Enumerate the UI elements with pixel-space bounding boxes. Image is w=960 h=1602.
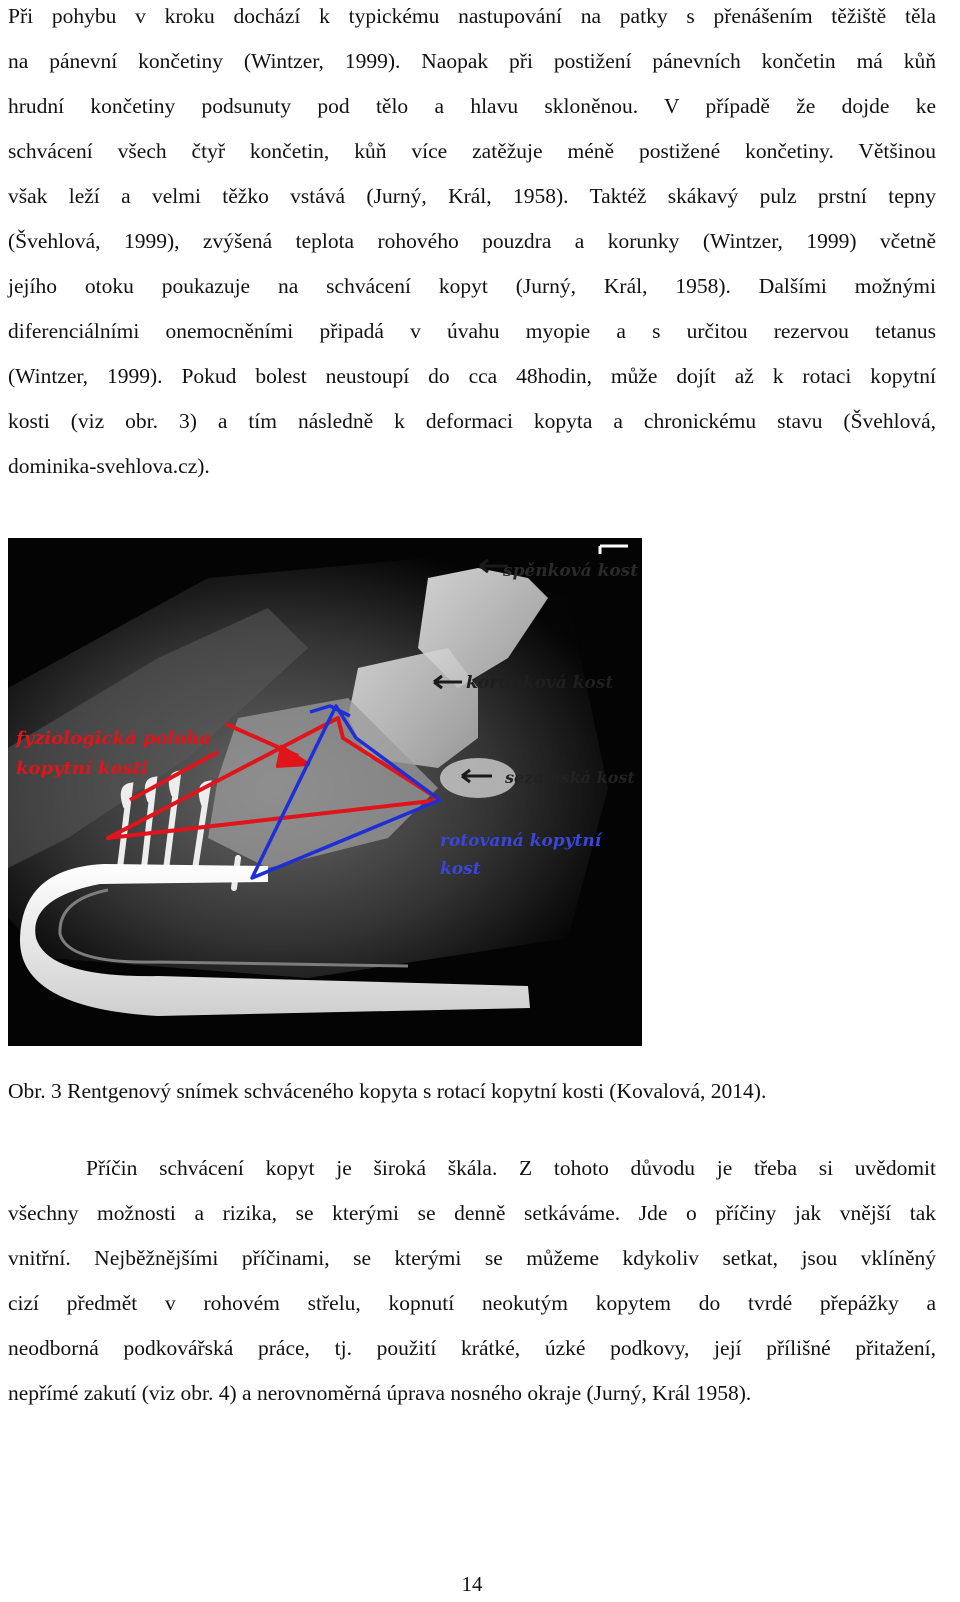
paragraph-line: však leží a velmi těžko vstává (Jurný, Král, 1958). Taktéž skákavý pulz prstní tepny [8,184,936,208]
paragraph-line: (Švehlová, 1999), zvýšená teplota rohového pouzdra a korunky (Wintzer, 1999) včetně [8,229,936,253]
label-korunkova: korunková kost [466,673,614,693]
paragraph-line: hrudní končetiny podsunuty pod tělo a hlavu skloněnou. V případě že dojde ke [8,94,936,118]
paragraph-line: kosti (viz obr. 3) a tím následně k deformaci kopyta a chronickému stavu (Švehlová, [8,409,936,433]
paragraph-line: diferenciálními onemocněními připadá v úvahu myopie a s určitou rezervou tetanus [8,319,936,343]
paragraph-line: dominika-svehlova.cz). [8,454,210,478]
paragraph-line: vnitřní. Nejběžnějšími příčinami, se kterými se můžeme kdykoliv setkat, jsou vklíněný [8,1246,936,1270]
figure-caption: Obr. 3 Rentgenový snímek schváceného kopyta s rotací kopytní kosti (Kovalová, 2014). [8,1079,767,1103]
paragraph-line: Příčin schvácení kopyt je široká škála. Z tohoto důvodu je třeba si uvědomit [86,1156,936,1180]
paragraph-line: nepřímé zakutí (viz obr. 4) a nerovnoměrná úprava nosného okraje (Jurný, Král 1958). [8,1381,752,1405]
label-rotated-line1: rotovaná kopytní [440,831,602,851]
paragraph-line: neodborná podkovářská práce, tj. použití krátké, úzké podkovy, její přílišné přitažení, [8,1336,936,1360]
paragraph-line: cizí předmět v rohovém střelu, kopnutí neokutým kopytem do tvrdé přepážky a [8,1291,936,1315]
paragraph-line: jejího otoku poukazuje na schvácení kopyt (Jurný, Král, 1958). Dalšími možnými [8,274,936,298]
xray-figure [8,538,642,1046]
paragraph-line: na pánevní končetiny (Wintzer, 1999). Naopak při postižení pánevních končetin má kůň [8,49,936,73]
paragraph-line: všechny možnosti a rizika, se kterými se denně setkáváme. Jde o příčiny jak vnější tak [8,1201,936,1225]
label-spenkova: spěnková kost [503,561,639,581]
label-sezamska: sezamská kost [505,768,635,787]
label-physiological-line2: kopytní kosti [16,758,148,779]
label-rotated-line2: kost [440,859,481,879]
xray-image [8,538,642,1046]
paragraph-line: Při pohybu v kroku dochází k typickému nastupování na patky s přenášením těžiště těla [8,4,936,28]
label-physiological-line1: fyziologická poloha [16,728,212,749]
page-number: 14 [461,1572,483,1596]
paragraph-line: schvácení všech čtyř končetin, kůň více zatěžuje méně postižené končetiny. Většinou [8,139,936,163]
paragraph-line: (Wintzer, 1999). Pokud bolest neustoupí do cca 48hodin, může dojít až k rotaci kopytní [8,364,936,388]
